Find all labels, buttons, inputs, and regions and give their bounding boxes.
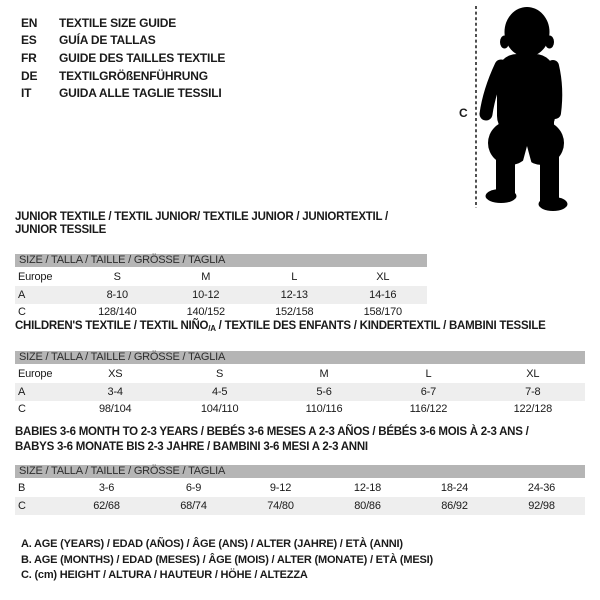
baby-silhouette (450, 0, 600, 220)
value-cell: 6-9 (185, 482, 202, 495)
value-cell: 104/110 (200, 403, 239, 416)
row-label: Europe (18, 368, 53, 381)
size-header-bar: SIZE / TALLA / TAILLE / GRÖSSE / TAGLIA (15, 351, 585, 364)
table-row-age-months (15, 480, 585, 498)
lang-row-es (21, 32, 225, 50)
lang-title: TEXTILE SIZE GUIDE (59, 15, 177, 30)
title-line1: BABIES 3-6 MONTH TO 2-3 YEARS / BEBÉS 3-6 MESES A 2-3 AÑOS / BÉBÉS 3-6 MOIS À 2-3 ANS / (15, 426, 529, 438)
lang-title: TEXTILGRÖßENFÜHRUNG (59, 68, 208, 83)
lang-title: GUIDE DES TAILLES TEXTILE (59, 50, 226, 65)
size-cell: L (291, 271, 298, 284)
value-cell: 12-18 (353, 482, 382, 495)
figure-block (450, 0, 600, 220)
footnotes-block (21, 537, 433, 584)
babies-table-title (15, 425, 585, 455)
lang-row-en (21, 14, 225, 32)
lang-code: DE (21, 68, 38, 83)
value-cell: 9-12 (269, 482, 292, 495)
value-cell: 5-6 (316, 385, 332, 398)
value-cell: 116/122 (409, 403, 448, 416)
size-cell: M (201, 271, 211, 284)
row-label: B (18, 482, 26, 495)
value-cell: 14-16 (369, 288, 397, 301)
row-label: A (18, 385, 26, 398)
table-row-age (15, 286, 427, 304)
value-cell: 122/128 (513, 403, 553, 416)
toddler-body (486, 7, 568, 211)
size-cell: M (319, 368, 329, 381)
value-cell: 10-12 (192, 288, 220, 301)
value-cell: 158/170 (363, 306, 402, 319)
value-cell: 7-8 (525, 385, 541, 398)
value-cell: 80/86 (354, 499, 381, 512)
table-row-europe (15, 366, 585, 384)
lang-row-it (21, 84, 225, 102)
table-row-height (15, 497, 585, 515)
footnote-c: C. (cm) HEIGHT / ALTURA / HAUTEUR / HÖHE / ALTEZZA (21, 569, 308, 581)
row-label: C (18, 499, 26, 512)
value-cell: 3-4 (107, 385, 123, 398)
lang-code: IT (21, 86, 32, 101)
size-header-bar: SIZE / TALLA / TAILLE / GRÖSSE / TAGLIA (15, 254, 427, 267)
value-cell: 86/92 (441, 499, 468, 512)
junior-table-title: JUNIOR TEXTILE / TEXTIL JUNIOR/ TEXTILE JUNIOR / JUNIORTEXTIL / JUNIOR TESSILE (15, 211, 388, 236)
lang-code: ES (21, 33, 37, 48)
babies-textile-table (15, 425, 585, 515)
size-cell: XL (526, 368, 540, 381)
table-row-height (15, 401, 585, 419)
value-cell: 152/158 (275, 306, 314, 319)
value-cell: 98/104 (98, 403, 132, 416)
value-cell: 140/152 (186, 306, 225, 319)
childrens-table-title (15, 320, 585, 335)
size-cell: L (425, 368, 432, 381)
title-line2: BABYS 3-6 MONATE BIS 2-3 JAHRE / BAMBINI 3-6 MESI A 2-3 ANNI (15, 441, 368, 453)
value-cell: 128/140 (98, 306, 137, 319)
value-cell: 24-36 (527, 482, 556, 495)
value-cell: 3-6 (98, 482, 115, 495)
table-row-age (15, 383, 585, 401)
table-row-europe (15, 269, 427, 287)
value-cell: 62/68 (93, 499, 120, 512)
row-label: C (18, 306, 26, 319)
size-cell: XL (376, 271, 390, 284)
table-row-height (15, 304, 427, 322)
title-part: CHILDREN'S TEXTILE / TEXTIL NIÑO (15, 320, 209, 332)
title-subscript: /A (208, 324, 216, 333)
value-cell: 74/80 (267, 499, 294, 512)
size-header-bar: SIZE / TALLA / TAILLE / GRÖSSE / TAGLIA (15, 465, 585, 478)
title-part: / TEXTILE DES ENFANTS / KINDERTEXTIL / BAMBINI TESSILE (215, 320, 546, 332)
language-title-block (21, 14, 225, 102)
lang-code: EN (21, 15, 38, 30)
value-cell: 8-10 (106, 288, 128, 301)
value-cell: 92/98 (528, 499, 555, 512)
lang-code: FR (21, 50, 37, 65)
lang-title: GUIDA ALLE TAGLIE TESSILI (59, 86, 222, 101)
value-cell: 110/116 (305, 403, 343, 416)
childrens-textile-table (15, 320, 585, 418)
size-cell: XS (108, 368, 123, 381)
row-label: Europe (18, 271, 53, 284)
size-cell: S (113, 271, 121, 284)
row-label: C (18, 403, 26, 416)
junior-textile-table (15, 211, 427, 321)
lang-title: GUÍA DE TALLAS (59, 33, 156, 48)
value-cell: 68/74 (180, 499, 207, 512)
row-label: A (18, 288, 26, 301)
height-measure-label: C (459, 106, 468, 120)
lang-row-de (21, 67, 225, 85)
value-cell: 12-13 (280, 288, 308, 301)
value-cell: 4-5 (211, 385, 228, 398)
lang-row-fr (21, 49, 225, 67)
value-cell: 18-24 (440, 482, 469, 495)
footnote-a: A. AGE (YEARS) / EDAD (AÑOS) / ÂGE (ANS) / ALTER (JAHRE) / ETÀ (ANNI) (21, 538, 403, 550)
value-cell: 6-7 (420, 385, 437, 398)
size-cell: S (216, 368, 224, 381)
footnote-b: B. AGE (MONTHS) / EDAD (MESES) / ÂGE (MOIS) / ALTER (MONATE) / ETÀ (MESI) (21, 553, 433, 566)
